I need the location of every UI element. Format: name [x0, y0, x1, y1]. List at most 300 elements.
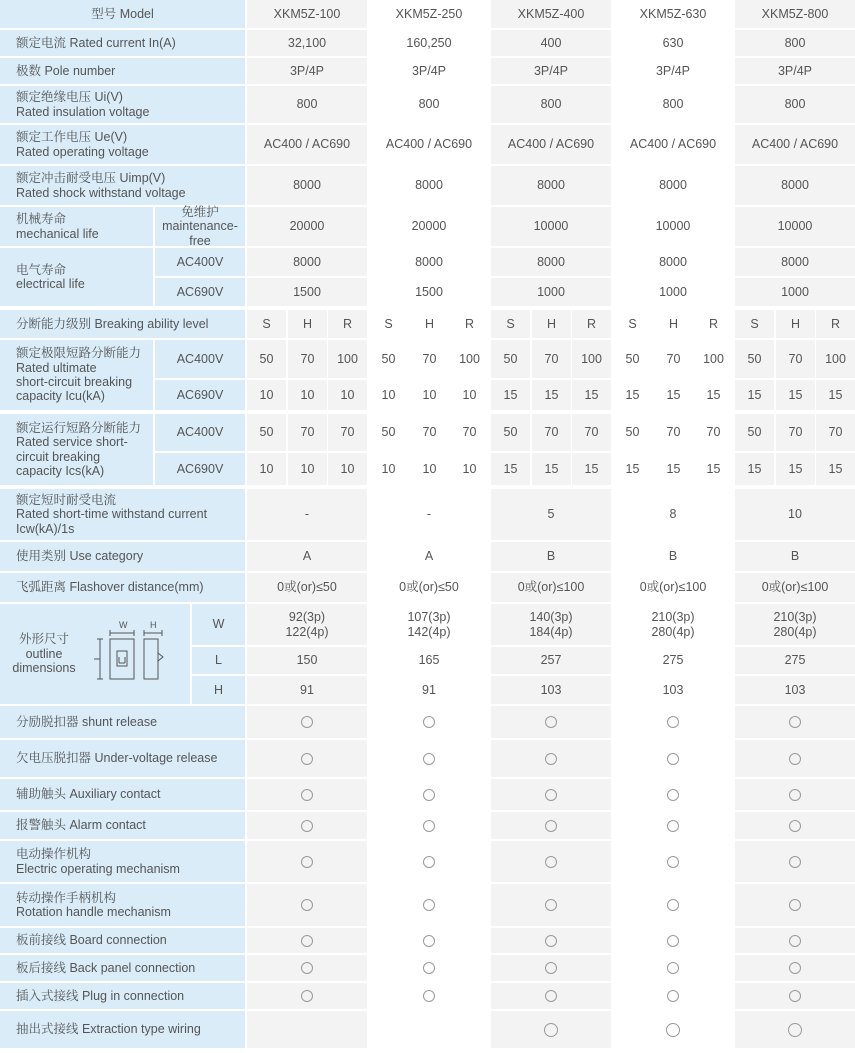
dim-w-5 — [735, 604, 855, 645]
icu-400-5-h: 70 — [776, 340, 815, 378]
undervoltage-2 — [369, 740, 489, 777]
electric-op-2 — [369, 841, 489, 882]
dim-l-5: 275 — [735, 647, 855, 674]
model-header-5: XKM5Z-800 — [735, 0, 855, 28]
icu-690-1-s: 10 — [247, 380, 286, 410]
electrical-life-label — [0, 248, 153, 306]
dim-h-mark: H — [150, 620, 157, 630]
option-circle-icon — [667, 789, 679, 801]
icu-400-3-h: 70 — [532, 340, 571, 378]
rated-current-2: 160,250 — [369, 30, 489, 56]
ics-400-4-h: 70 — [654, 414, 693, 451]
operating-voltage-label-line-1: 额定工作电压 Ue(V) — [16, 130, 128, 145]
option-circle-icon — [545, 820, 557, 832]
breaking-level-1-h: H — [288, 310, 327, 338]
insulation-voltage-label-line-1: 额定绝缘电压 Ui(V) — [16, 90, 123, 105]
board-5 — [735, 928, 855, 953]
alarm-1 — [247, 812, 367, 839]
auxiliary-2 — [369, 779, 489, 810]
rated-current-4: 630 — [613, 30, 733, 56]
rotation-3 — [491, 884, 611, 926]
use-category-2: A — [369, 542, 489, 571]
alarm-5 — [735, 812, 855, 839]
option-circle-icon — [301, 716, 313, 728]
dim-w-3p: 210(3p) — [651, 610, 695, 625]
insulation-voltage-5: 800 — [735, 86, 855, 123]
option-circle-icon — [545, 856, 557, 868]
icu-400-2-s: 50 — [369, 340, 408, 378]
board-4 — [613, 928, 733, 953]
breaking-level-2-h: H — [410, 310, 449, 338]
option-circle-icon — [789, 753, 801, 765]
dim-w-3p: 92(3p) — [288, 610, 326, 625]
icu-label-line-4: capacity Icu(kA) — [16, 389, 105, 404]
model-header-1: XKM5Z-100 — [247, 0, 367, 28]
option-circle-icon — [789, 899, 801, 911]
option-circle-icon — [545, 899, 557, 911]
operating-voltage-label — [0, 125, 245, 164]
icu-690-4-s: 15 — [613, 380, 652, 410]
ics-400-1-s: 50 — [247, 414, 286, 451]
model-header-4: XKM5Z-630 — [613, 0, 733, 28]
electrical-life-400-2: 8000 — [369, 248, 489, 276]
pole-number-label: 极数 Pole number — [0, 58, 245, 84]
shock-voltage-label-line-1: 额定冲击耐受电压 Uimp(V) — [16, 171, 166, 186]
ics-400-2-h: 70 — [410, 414, 449, 451]
operating-voltage-4: AC400 / AC690 — [613, 125, 733, 164]
icu-400-3-s: 50 — [491, 340, 530, 378]
pole-number-4: 3P/4P — [613, 58, 733, 84]
ics-690-3-s: 15 — [491, 453, 530, 485]
operating-voltage-label-line-2: Rated operating voltage — [16, 144, 149, 159]
back-panel-1 — [247, 955, 367, 981]
model-header-2: XKM5Z-250 — [369, 0, 489, 28]
ics-label-line-4: capacity Ics(kA) — [16, 463, 105, 478]
option-circle-icon — [545, 962, 557, 974]
dim-l-1: 150 — [247, 647, 367, 674]
dim-w-1 — [247, 604, 367, 645]
shock-voltage-1: 8000 — [247, 166, 367, 205]
ics-690-3-r: 15 — [572, 453, 611, 485]
insulation-voltage-label-line-2: Rated insulation voltage — [16, 104, 150, 119]
icu-ac400-label: AC400V — [155, 340, 245, 378]
operating-voltage-1: AC400 / AC690 — [247, 125, 367, 164]
insulation-voltage-3: 800 — [491, 86, 611, 123]
board-2 — [369, 928, 489, 953]
dim-l-3: 257 — [491, 647, 611, 674]
dim-w-4p: 184(4p) — [529, 624, 573, 639]
flashover-label: 飞弧距离 Flashover distance(mm) — [0, 573, 245, 602]
undervoltage-5 — [735, 740, 855, 777]
option-circle-icon — [667, 716, 679, 728]
option-circle-icon — [545, 935, 557, 947]
extraction-5 — [735, 1011, 855, 1048]
icw-label-line-1: 额定短时耐受电流 — [16, 492, 117, 507]
icu-400-3-r: 100 — [572, 340, 611, 378]
option-circle-icon — [789, 789, 801, 801]
option-circle-icon — [789, 820, 801, 832]
icu-400-2-h: 70 — [410, 340, 449, 378]
electrical-life-400-5: 8000 — [735, 248, 855, 276]
back-panel-4 — [613, 955, 733, 981]
electrical-life-690-1: 1500 — [247, 278, 367, 306]
dim-l-label: L — [192, 647, 245, 674]
dim-h-4: 103 — [613, 676, 733, 704]
dim-w-3p: 140(3p) — [529, 610, 573, 625]
outline-dimension-diagram — [88, 619, 170, 689]
shunt-4 — [613, 706, 733, 738]
use-category-label: 使用类别 Use category — [0, 542, 245, 571]
alarm-2 — [369, 812, 489, 839]
dim-h-3: 103 — [491, 676, 611, 704]
option-circle-icon — [667, 820, 679, 832]
extraction-3 — [491, 1011, 611, 1048]
outline-line-1: 外形尺寸 — [18, 632, 69, 647]
dim-w-4p: 280(4p) — [773, 624, 817, 639]
undervoltage-3 — [491, 740, 611, 777]
electric-op-4 — [613, 841, 733, 882]
option-circle-icon — [423, 753, 435, 765]
option-circle-icon — [301, 856, 313, 868]
ics-690-5-h: 15 — [776, 453, 815, 485]
option-circle-icon — [789, 962, 801, 974]
plug-in-3 — [491, 983, 611, 1009]
shunt-label: 分励脱扣器 shunt release — [0, 706, 245, 738]
breaking-level-4-s: S — [613, 310, 652, 338]
mechanical-life-3: 10000 — [491, 207, 611, 246]
ics-690-3-h: 15 — [532, 453, 571, 485]
icu-ac690-label: AC690V — [155, 380, 245, 410]
auxiliary-4 — [613, 779, 733, 810]
ics-ac690-label: AC690V — [155, 453, 245, 485]
ics-400-2-r: 70 — [450, 414, 489, 451]
option-circle-icon — [423, 856, 435, 868]
rated-current-5: 800 — [735, 30, 855, 56]
ics-label-line-3: circuit breaking — [16, 449, 101, 464]
icw-3: 5 — [491, 489, 611, 540]
dim-l-2: 165 — [369, 647, 489, 674]
option-circle-icon — [301, 935, 313, 947]
back-panel-5 — [735, 955, 855, 981]
shock-voltage-3: 8000 — [491, 166, 611, 205]
option-circle-icon — [667, 856, 679, 868]
auxiliary-3 — [491, 779, 611, 810]
option-circle-icon — [789, 935, 801, 947]
back-panel-2 — [369, 955, 489, 981]
icu-400-4-h: 70 — [654, 340, 693, 378]
icu-label-line-3: short-circuit breaking — [16, 375, 133, 389]
rated-current-3: 400 — [491, 30, 611, 56]
ics-400-4-r: 70 — [694, 414, 733, 451]
shock-voltage-label — [0, 166, 245, 205]
elec-ac690-label: AC690V — [155, 278, 245, 306]
mechanical-life-4: 10000 — [613, 207, 733, 246]
icu-690-5-r: 15 — [816, 380, 855, 410]
ics-690-4-h: 15 — [654, 453, 693, 485]
pole-number-5: 3P/4P — [735, 58, 855, 84]
option-circle-icon — [301, 990, 313, 1002]
electrical-life-400-4: 8000 — [613, 248, 733, 276]
ics-label-line-1: 额定运行短路分断能力 — [16, 420, 142, 435]
mechanical-life-1: 20000 — [247, 207, 367, 246]
plug-in-1 — [247, 983, 367, 1009]
operating-voltage-5: AC400 / AC690 — [735, 125, 855, 164]
shunt-5 — [735, 706, 855, 738]
option-circle-icon — [789, 990, 801, 1002]
maintenance-free-label-line-2: maintenance-free — [162, 219, 238, 248]
ics-ac400-label: AC400V — [155, 414, 245, 451]
use-category-3: B — [491, 542, 611, 571]
option-circle-icon — [423, 962, 435, 974]
outline-text — [0, 632, 88, 675]
extraction-1 — [247, 1011, 367, 1048]
dim-h-5: 103 — [735, 676, 855, 704]
extraction-2 — [369, 1011, 489, 1048]
operating-voltage-2: AC400 / AC690 — [369, 125, 489, 164]
shock-voltage-4: 8000 — [613, 166, 733, 205]
option-circle-icon — [301, 962, 313, 974]
icu-400-1-h: 70 — [288, 340, 327, 378]
plug-in-2 — [369, 983, 489, 1009]
breaking-level-4-h: H — [654, 310, 693, 338]
shock-voltage-5: 8000 — [735, 166, 855, 205]
icu-label-line-2: Rated ultimate — [16, 360, 97, 375]
electric-op-label — [0, 841, 245, 882]
flashover-3: 0或(or)≤100 — [491, 573, 611, 602]
icu-690-2-h: 10 — [410, 380, 449, 410]
breaking-level-5-r: R — [816, 310, 855, 338]
use-category-1: A — [247, 542, 367, 571]
icu-400-5-r: 100 — [816, 340, 855, 378]
breaking-level-5-s: S — [735, 310, 774, 338]
ics-400-3-h: 70 — [532, 414, 571, 451]
option-circle-icon — [667, 990, 679, 1002]
option-circle-icon — [666, 1023, 680, 1037]
icu-690-5-h: 15 — [776, 380, 815, 410]
flashover-2: 0或(or)≤50 — [369, 573, 489, 602]
icw-label-line-2: Rated short-time withstand current — [16, 507, 208, 522]
icu-label-line-1: 额定极限短路分断能力 — [16, 346, 142, 361]
option-circle-icon — [667, 935, 679, 947]
icw-5: 10 — [735, 489, 855, 540]
icw-4: 8 — [613, 489, 733, 540]
mechanical-life-label-line-1: 机械寿命 — [16, 212, 67, 227]
outline-line-2: outline — [25, 646, 63, 661]
shock-voltage-label-line-2: Rated shock withstand voltage — [16, 185, 186, 200]
insulation-voltage-4: 800 — [613, 86, 733, 123]
electric-op-5 — [735, 841, 855, 882]
option-circle-icon — [545, 716, 557, 728]
electric-op-3 — [491, 841, 611, 882]
flashover-5: 0或(or)≤100 — [735, 573, 855, 602]
elec-ac400-label: AC400V — [155, 248, 245, 276]
ics-400-5-r: 70 — [816, 414, 855, 451]
option-circle-icon — [667, 899, 679, 911]
insulation-voltage-1: 800 — [247, 86, 367, 123]
board-label: 板前接线 Board connection — [0, 928, 245, 953]
rotation-2 — [369, 884, 489, 926]
flashover-1: 0或(or)≤50 — [247, 573, 367, 602]
dim-l-4: 275 — [613, 647, 733, 674]
option-circle-icon — [423, 820, 435, 832]
electrical-life-690-3: 1000 — [491, 278, 611, 306]
ics-label — [0, 414, 153, 485]
icu-690-3-h: 15 — [532, 380, 571, 410]
ics-400-5-s: 50 — [735, 414, 774, 451]
ics-400-3-s: 50 — [491, 414, 530, 451]
operating-voltage-3: AC400 / AC690 — [491, 125, 611, 164]
ics-690-5-r: 15 — [816, 453, 855, 485]
breaking-level-3-r: R — [572, 310, 611, 338]
icu-400-5-s: 50 — [735, 340, 774, 378]
ics-400-4-s: 50 — [613, 414, 652, 451]
ics-label-line-2: Rated service short- — [16, 435, 128, 450]
option-circle-icon — [423, 716, 435, 728]
rotation-4 — [613, 884, 733, 926]
breaking-level-5-h: H — [776, 310, 815, 338]
icu-690-2-s: 10 — [369, 380, 408, 410]
dim-w-3 — [491, 604, 611, 645]
ics-690-4-r: 15 — [694, 453, 733, 485]
undervoltage-1 — [247, 740, 367, 777]
ics-400-5-h: 70 — [776, 414, 815, 451]
option-circle-icon — [301, 753, 313, 765]
pole-number-3: 3P/4P — [491, 58, 611, 84]
option-circle-icon — [423, 990, 435, 1002]
option-circle-icon — [545, 789, 557, 801]
ics-690-4-s: 15 — [613, 453, 652, 485]
dim-w-label: W — [192, 604, 245, 645]
electrical-life-690-2: 1500 — [369, 278, 489, 306]
icu-690-1-h: 10 — [288, 380, 327, 410]
board-1 — [247, 928, 367, 953]
use-category-5: B — [735, 542, 855, 571]
ics-690-1-r: 10 — [328, 453, 367, 485]
icu-400-4-r: 100 — [694, 340, 733, 378]
insulation-voltage-label — [0, 86, 245, 123]
back-panel-label: 板后接线 Back panel connection — [0, 955, 245, 981]
icw-1: - — [247, 489, 367, 540]
outline-line-3: dimensions — [12, 661, 76, 676]
icu-400-4-s: 50 — [613, 340, 652, 378]
ics-400-1-h: 70 — [288, 414, 327, 451]
extraction-4 — [613, 1011, 733, 1048]
electrical-life-400-3: 8000 — [491, 248, 611, 276]
extraction-label: 抽出式接线 Extraction type wiring — [0, 1011, 245, 1048]
rotation-1 — [247, 884, 367, 926]
ics-400-3-r: 70 — [572, 414, 611, 451]
dim-h-2: 91 — [369, 676, 489, 704]
breaking-level-1-r: R — [328, 310, 367, 338]
mechanical-life-label-line-2: mechanical life — [16, 226, 99, 241]
plug-in-4 — [613, 983, 733, 1009]
icw-label — [0, 489, 245, 540]
option-circle-icon — [788, 1023, 802, 1037]
flashover-4: 0或(or)≤100 — [613, 573, 733, 602]
option-circle-icon — [423, 899, 435, 911]
rotation-label — [0, 884, 245, 926]
outline-dimensions-label — [0, 604, 190, 704]
breaking-level-3-h: H — [532, 310, 571, 338]
electrical-life-label-line-2: electrical life — [16, 277, 85, 291]
icu-690-2-r: 10 — [450, 380, 489, 410]
plug-in-label: 插入式接线 Plug in connection — [0, 983, 245, 1009]
icu-690-4-h: 15 — [654, 380, 693, 410]
maintenance-free-label-line-1: 免维护 — [181, 204, 219, 219]
ics-690-2-r: 10 — [450, 453, 489, 485]
icu-690-1-r: 10 — [328, 380, 367, 410]
option-circle-icon — [423, 935, 435, 947]
alarm-3 — [491, 812, 611, 839]
option-circle-icon — [545, 753, 557, 765]
auxiliary-label: 辅助触头 Auxiliary contact — [0, 779, 245, 810]
auxiliary-1 — [247, 779, 367, 810]
back-panel-3 — [491, 955, 611, 981]
option-circle-icon — [423, 789, 435, 801]
breaking-level-4-r: R — [694, 310, 733, 338]
icu-690-3-s: 15 — [491, 380, 530, 410]
dim-w-4p: 122(4p) — [285, 624, 329, 639]
option-circle-icon — [789, 716, 801, 728]
electrical-life-690-5: 1000 — [735, 278, 855, 306]
dim-w-mark: W — [119, 620, 128, 630]
ics-690-1-h: 10 — [288, 453, 327, 485]
mechanical-life-5: 10000 — [735, 207, 855, 246]
maintenance-free-label — [155, 204, 245, 248]
rotation-5 — [735, 884, 855, 926]
option-circle-icon — [301, 789, 313, 801]
dim-w-3p: 210(3p) — [773, 610, 817, 625]
option-circle-icon — [301, 899, 313, 911]
ics-400-1-r: 70 — [328, 414, 367, 451]
icu-690-5-s: 15 — [735, 380, 774, 410]
option-circle-icon — [667, 962, 679, 974]
ics-690-1-s: 10 — [247, 453, 286, 485]
icu-label — [0, 340, 153, 410]
plug-in-5 — [735, 983, 855, 1009]
shunt-3 — [491, 706, 611, 738]
model-label: 型号 Model — [0, 0, 245, 28]
rotation-label-line-2: Rotation handle mechanism — [16, 905, 171, 919]
alarm-label: 报警触头 Alarm contact — [0, 812, 245, 839]
pole-number-2: 3P/4P — [369, 58, 489, 84]
dim-h-label: H — [192, 676, 245, 704]
icu-400-1-r: 100 — [328, 340, 367, 378]
shunt-2 — [369, 706, 489, 738]
insulation-voltage-2: 800 — [369, 86, 489, 123]
pole-number-1: 3P/4P — [247, 58, 367, 84]
icu-400-1-s: 50 — [247, 340, 286, 378]
electric-op-label-line-2: Electric operating mechanism — [16, 861, 180, 876]
shunt-1 — [247, 706, 367, 738]
mechanical-life-2: 20000 — [369, 207, 489, 246]
ics-690-2-h: 10 — [410, 453, 449, 485]
option-circle-icon — [301, 820, 313, 832]
option-circle-icon — [789, 856, 801, 868]
dim-w-4p: 280(4p) — [651, 624, 695, 639]
electric-op-1 — [247, 841, 367, 882]
electric-op-label-line-1: 电动操作机构 — [16, 847, 92, 862]
board-3 — [491, 928, 611, 953]
dim-w-4p: 142(4p) — [407, 624, 451, 639]
breaking-level-1-s: S — [247, 310, 286, 338]
dim-h-1: 91 — [247, 676, 367, 704]
auxiliary-5 — [735, 779, 855, 810]
alarm-4 — [613, 812, 733, 839]
use-category-4: B — [613, 542, 733, 571]
electrical-life-690-4: 1000 — [613, 278, 733, 306]
rotation-label-line-1: 转动操作手柄机构 — [16, 890, 117, 905]
